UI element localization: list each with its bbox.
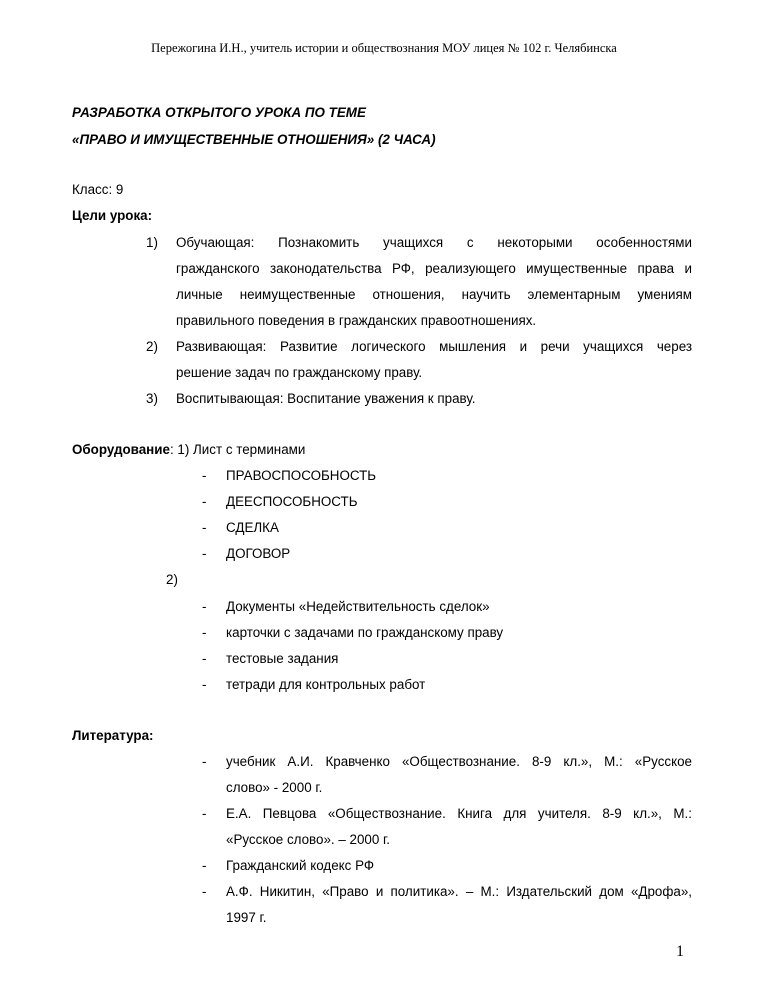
- literature-item-line: Гражданский кодекс РФ: [226, 858, 375, 873]
- goal-text-line: Обучающая: Познакомить учащихся с некоторыми особенностями: [176, 235, 692, 250]
- equipment-number-2: 2): [166, 572, 178, 587]
- equipment-item: тетради для контрольных работ: [226, 677, 426, 692]
- goal-text-line: решение задач по гражданскому праву.: [176, 365, 423, 380]
- dash-marker: -: [202, 625, 207, 640]
- goal-text-line: Воспитывающая: Воспитание уважения к праву.: [176, 391, 476, 406]
- literature-item-line: Е.А. Певцова «Обществознание. Книга для учителя. 8-9 кл.», М.:: [226, 806, 692, 821]
- dash-marker: -: [202, 858, 207, 873]
- equipment-intro: : 1) Лист с терминами: [169, 442, 306, 457]
- equipment-item: карточки с задачами по гражданскому праву: [226, 625, 504, 640]
- goal-text-line: гражданского законодательства РФ, реализующего имущественные права и: [176, 261, 692, 276]
- goal-number: 3): [146, 391, 158, 406]
- dash-marker: -: [202, 520, 207, 535]
- goal-number: 2): [146, 339, 158, 354]
- literature-item-line: учебник А.И. Кравченко «Обществознание. 8-9 кл.», М.: «Русское: [226, 754, 692, 769]
- dash-marker: -: [202, 468, 207, 483]
- page-header: Пережогина И.Н., учитель истории и обществознания МОУ лицея № 102 г. Челябинска: [151, 41, 617, 55]
- goals-heading: Цели урока:: [72, 208, 153, 223]
- literature-item-line: слово» - 2000 г.: [226, 780, 323, 795]
- title-line-2: «ПРАВО И ИМУЩЕСТВЕННЫЕ ОТНОШЕНИЯ» (2 ЧАСА): [72, 132, 436, 147]
- equipment-item: Документы «Недействительность сделок»: [226, 599, 490, 614]
- literature-item-line: А.Ф. Никитин, «Право и политика». – М.: Издательский дом «Дрофа»,: [226, 884, 692, 899]
- term-item: СДЕЛКА: [226, 520, 279, 535]
- dash-marker: -: [202, 599, 207, 614]
- literature-heading: Литература:: [72, 728, 154, 743]
- equipment-heading: Оборудование: [72, 442, 170, 457]
- dash-marker: -: [202, 546, 207, 561]
- literature-item-line: «Русское слово». – 2000 г.: [226, 832, 390, 847]
- term-item: ДОГОВОР: [226, 546, 291, 561]
- class-line: Класс: 9: [72, 182, 124, 197]
- page-number: 1: [676, 943, 684, 960]
- equipment-item: тестовые задания: [226, 651, 339, 666]
- dash-marker: -: [202, 754, 207, 769]
- dash-marker: -: [202, 494, 207, 509]
- dash-marker: -: [202, 677, 207, 692]
- goal-text-line: личные неимущественные отношения, научить элементарным умениям: [176, 287, 692, 302]
- literature-item-line: 1997 г.: [226, 910, 267, 925]
- goal-text-line: правильного поведения в гражданских правоотношениях.: [176, 313, 537, 328]
- dash-marker: -: [202, 806, 207, 821]
- term-item: ДЕЕСПОСОБНОСТЬ: [226, 494, 358, 509]
- goal-number: 1): [146, 235, 158, 250]
- term-item: ПРАВОСПОСОБНОСТЬ: [226, 468, 377, 483]
- title-line-1: РАЗРАБОТКА ОТКРЫТОГО УРОКА ПО ТЕМЕ: [72, 105, 366, 120]
- goal-text-line: Развивающая: Развитие логического мышления и речи учащихся через: [176, 339, 692, 354]
- dash-marker: -: [202, 651, 207, 666]
- equipment-line: [72, 442, 305, 457]
- dash-marker: -: [202, 884, 207, 899]
